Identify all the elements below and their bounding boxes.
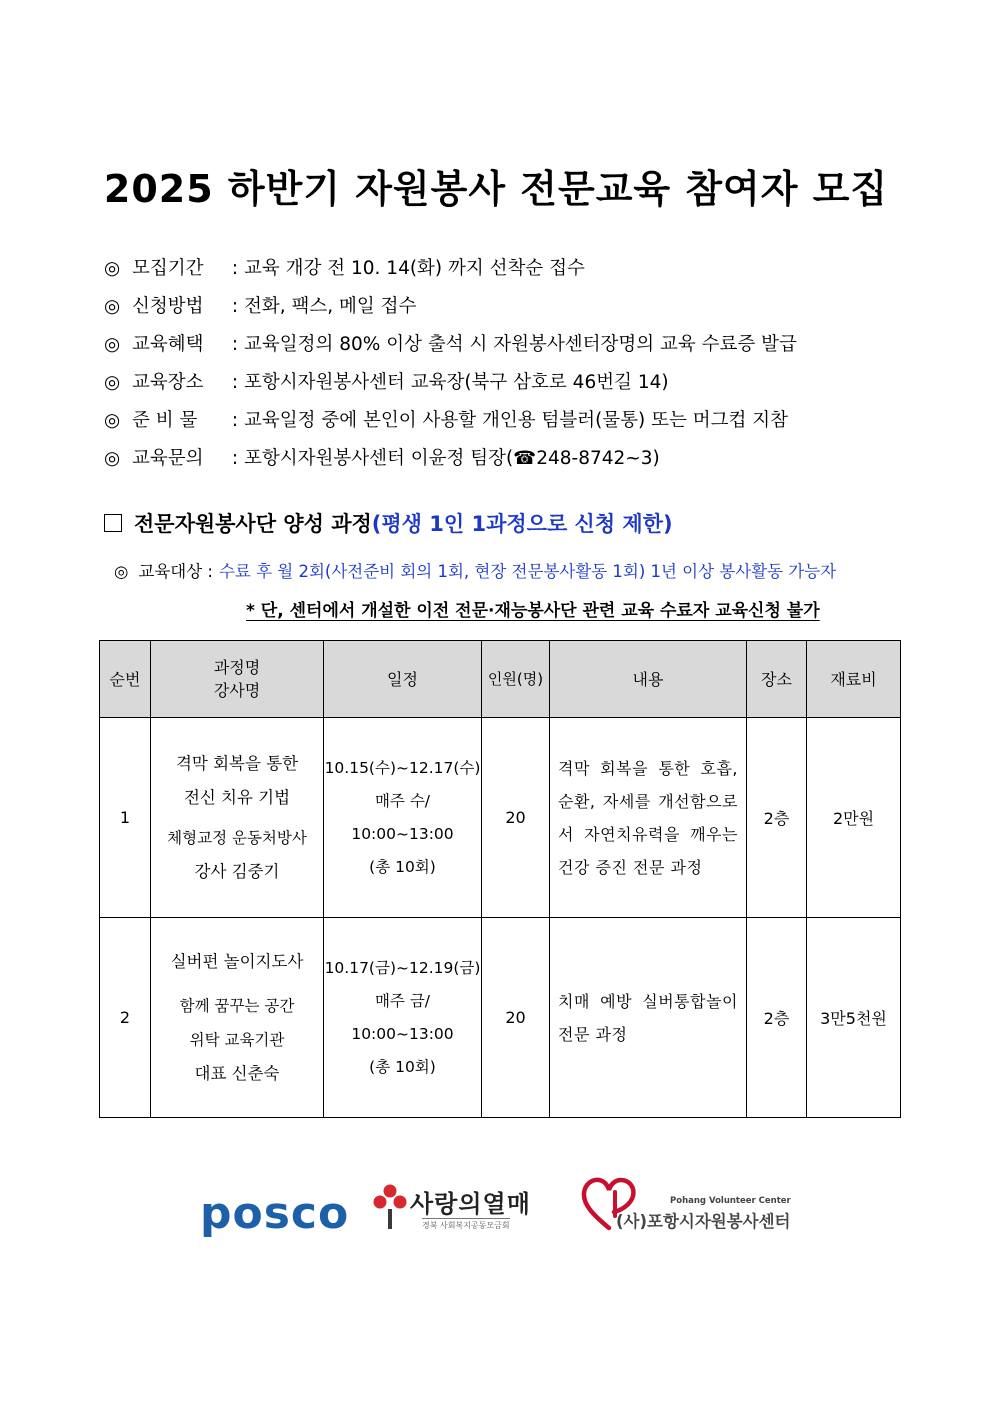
info-colon: : [231, 410, 239, 431]
info-colon: : [231, 372, 239, 393]
info-colon: : [231, 448, 239, 469]
row-capacity: 20 [482, 718, 550, 918]
header-content: 내용 [550, 641, 747, 718]
info-row-supplies [104, 407, 904, 445]
info-colon: : [231, 296, 239, 317]
row-fee: 3만5천원 [807, 918, 901, 1118]
row-capacity: 20 [482, 918, 550, 1118]
love-fruit-icon [372, 1182, 408, 1232]
info-colon: : [231, 258, 239, 279]
section-title: 전문자원봉사단 양성 과정 [134, 512, 372, 536]
schedule-time: 10:00~13:00 [351, 1024, 454, 1043]
table-row [100, 718, 901, 918]
header-schedule: 일정 [324, 641, 482, 718]
bullet-icon: ◎ [104, 410, 121, 431]
info-value: 교육일정 중에 본인이 사용할 개인용 텀블러(물통) 또는 머그컵 지참 [244, 410, 788, 431]
education-target [114, 558, 836, 582]
row-place: 2층 [747, 918, 807, 1118]
bullet-icon: ◎ [114, 562, 129, 581]
row-no: 1 [100, 718, 151, 918]
section-heading [104, 508, 673, 538]
target-label: 교육대상 : [138, 562, 213, 581]
course-org: 위탁 교육기관 [189, 1030, 285, 1049]
bullet-icon: ◎ [104, 296, 121, 317]
bullet-icon: ◎ [104, 258, 121, 279]
schedule-count: (총 10회) [369, 857, 436, 876]
info-value: 전화, 팩스, 메일 접수 [244, 296, 417, 317]
course-instructor: 대표 신춘숙 [194, 1063, 280, 1083]
header-capacity: 인원(명) [482, 641, 550, 718]
info-row-contact [104, 445, 904, 483]
row-course [151, 718, 324, 918]
schedule-time: 10:00~13:00 [351, 824, 454, 843]
info-label: 교육문의 [132, 448, 204, 469]
love-fruit-name: 사랑의열매 [410, 1190, 531, 1218]
header-place: 장소 [747, 641, 807, 718]
row-place: 2층 [747, 718, 807, 918]
info-row-method [104, 293, 904, 331]
info-label: 신청방법 [132, 296, 204, 317]
info-label: 준 비 물 [132, 410, 198, 431]
info-label: 교육혜택 [132, 334, 204, 355]
table-header-row [100, 641, 901, 718]
info-value: 포항시자원봉사센터 교육장(북구 삼호로 46번길 14) [244, 372, 669, 393]
love-fruit-sub: 경북 사회복지공동모금회 [422, 1218, 510, 1231]
header-course-name: 과정명 [213, 658, 261, 677]
schedule-day: 매주 수/ [374, 791, 431, 810]
course-instructor: 강사 김중기 [194, 861, 280, 881]
info-label: 교육장소 [132, 372, 204, 393]
info-colon: : [231, 334, 239, 355]
posco-logo: posco [200, 1188, 350, 1239]
restriction-note: * 단, 센터에서 개설한 이전 전문·재능봉사단 관련 교육 수료자 교육신청 불가 [246, 601, 820, 621]
row-schedule [324, 718, 482, 918]
row-content [550, 718, 747, 918]
row-no: 2 [100, 918, 151, 1118]
row-content [550, 918, 747, 1118]
info-label: 모집기간 [132, 258, 204, 279]
header-fee: 재료비 [807, 641, 901, 718]
checkbox-square-icon [104, 514, 122, 532]
info-value: 포항시자원봉사센터 이윤정 팀장(☎248-8742~3) [244, 448, 660, 469]
row-schedule [324, 918, 482, 1118]
row-course [151, 918, 324, 1118]
info-row-place [104, 369, 904, 407]
header-course [151, 641, 324, 718]
schedule-dates: 10.17(금)~12.19(금) [324, 958, 481, 977]
header-no: 순번 [100, 641, 151, 718]
header-instructor: 강사명 [213, 681, 261, 700]
row-fee: 2만원 [807, 718, 901, 918]
page-title: 2025 하반기 자원봉사 전문교육 참여자 모집 [103, 167, 889, 211]
course-title: 격막 회복을 통한 [175, 753, 299, 773]
sponsor-logos [0, 1170, 992, 1250]
schedule-count: (총 10회) [369, 1057, 436, 1076]
course-org: 체형교정 운동처방사 [167, 828, 307, 847]
course-title: 실버펀 놀이지도사 [170, 951, 304, 971]
course-title: 전신 치유 기법 [183, 787, 291, 807]
bullet-icon: ◎ [104, 448, 121, 469]
content-text: 치매 예방 실버통합놀이 전문 과정 [558, 991, 738, 1044]
schedule-day: 매주 금/ [374, 991, 431, 1010]
target-value: 수료 후 월 2회(사전준비 회의 1회, 현장 전문봉사활동 1회) 1년 이상 봉사활동 가능자 [218, 562, 837, 581]
content-text: 격막 회복을 통한 호흡, 순환, 자세를 개선함으로서 자연치유력을 깨우는 건강 증진 전문 과정 [558, 758, 738, 877]
center-korean-name: (사)포항시자원봉사센터 [616, 1212, 791, 1231]
bullet-icon: ◎ [104, 334, 121, 355]
info-value: 교육 개강 전 10. 14(화) 까지 선착순 접수 [244, 258, 585, 279]
section-highlight: (평생 1인 1과정으로 신청 제한) [371, 512, 673, 536]
info-row-period [104, 255, 904, 293]
table-row [100, 918, 901, 1118]
center-english-name: Pohang Volunteer Center [670, 1196, 791, 1206]
info-row-benefit [104, 331, 904, 369]
schedule-dates: 10.15(수)~12.17(수) [324, 758, 481, 777]
course-table [99, 640, 901, 1118]
course-org: 함께 꿈꾸는 공간 [179, 996, 295, 1015]
info-list [104, 255, 904, 483]
bullet-icon: ◎ [104, 372, 121, 393]
info-value: 교육일정의 80% 이상 출석 시 자원봉사센터장명의 교육 수료증 발급 [244, 334, 797, 355]
